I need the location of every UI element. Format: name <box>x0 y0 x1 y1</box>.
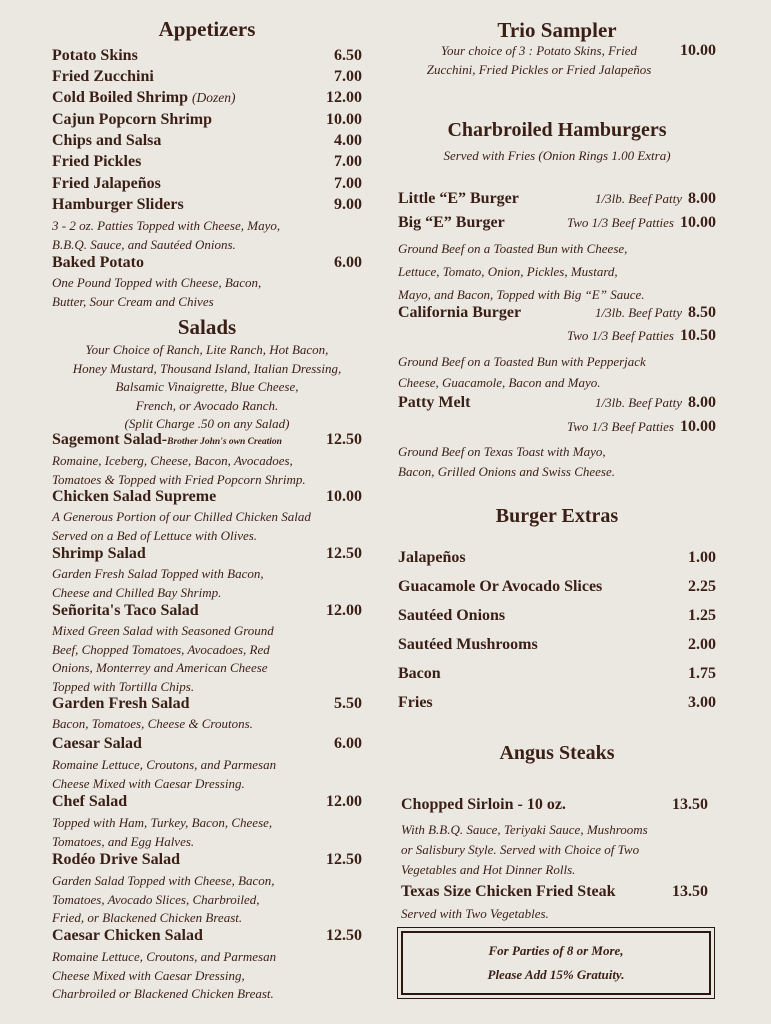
menu-item: Shrimp Salad 12.50 <box>52 545 362 562</box>
burgers-subtitle: Served with Fries (Onion Rings 1.00 Extra) <box>443 148 671 163</box>
item-description: Ground Beef on a Toasted Bun with Pepperjack Cheese, Guacamole, Bacon and Mayo. <box>398 354 646 390</box>
menu-item: Chips and Salsa 4.00 <box>52 132 362 149</box>
menu-item: Baked Potato 6.00 <box>52 254 362 271</box>
menu-item: Chef Salad 12.00 <box>52 793 362 810</box>
item-description: Garden Salad Topped with Cheese, Bacon, Tomatoes, Avocado Slices, Charbroiled, Fried, or Blackened Chicken Breast. <box>52 873 275 925</box>
menu-item: Hamburger Sliders 9.00 <box>52 196 362 213</box>
item-description: Your choice of 3 : Potato Skins, Fried Zucchini, Fried Pickles or Fried Jalapeños <box>426 43 652 77</box>
item-description: 3 - 2 oz. Patties Topped with Cheese, Mayo, B.B.Q. Sauce, and Sautéed Onions. <box>52 218 281 252</box>
menu-item: Cold Boiled Shrimp (Dozen) 12.00 <box>52 89 362 106</box>
menu-item: Caesar Chicken Salad 12.50 <box>52 927 362 944</box>
menu-item: Fries 3.00 <box>398 694 716 711</box>
menu-item: Fried Zucchini 7.00 <box>52 68 362 85</box>
menu-item: Señorita's Taco Salad 12.00 <box>52 602 362 619</box>
item-description: Romaine Lettuce, Croutons, and Parmesan Cheese Mixed with Caesar Dressing, Charbroiled or Blackened Chicken Breast. <box>52 949 277 1001</box>
menu-item: Little “E” Burger 1/3lb. Beef Patty 8.00 <box>398 190 716 207</box>
item-description: Garden Fresh Salad Topped with Bacon, Cheese and Chilled Bay Shrimp. <box>52 566 264 600</box>
item-description: Topped with Ham, Turkey, Bacon, Cheese, Tomatoes, and Egg Halves. <box>52 815 273 849</box>
menu-item: Jalapeños 1.00 <box>398 549 716 566</box>
menu-item: Fried Pickles 7.00 <box>52 153 362 170</box>
menu-item: Chicken Salad Supreme 10.00 <box>52 488 362 505</box>
menu-item: Potato Skins 6.50 <box>52 47 362 64</box>
menu-item: California Burger 1/3lb. Beef Patty 8.50 <box>398 304 716 321</box>
trio-heading: Trio Sampler <box>497 18 617 42</box>
menu-item: Caesar Salad 6.00 <box>52 735 362 752</box>
item-description: One Pound Topped with Cheese, Bacon, Butter, Sour Cream and Chives <box>52 275 262 309</box>
item-description: Romaine, Iceberg, Cheese, Bacon, Avocadoes, Tomatoes & Topped with Fried Popcorn Shrimp. <box>52 453 306 487</box>
item-description: Bacon, Tomatoes, Cheese & Croutons. <box>52 716 253 731</box>
item-description: Mixed Green Salad with Seasoned Ground Beef, Chopped Tomatoes, Avocadoes, Red Onions, Monterrey and American Cheese Topped with Tortilla Chips. <box>52 623 274 694</box>
item-description: Ground Beef on a Toasted Bun with Cheese, Lettuce, Tomato, Onion, Pickles, Mustard, Mayo, and Bacon, Topped with Big “E” Sauce. <box>398 241 645 302</box>
menu-item: Bacon 1.75 <box>398 665 716 682</box>
gratuity-notice: For Parties of 8 or More, Please Add 15% Gratuity. <box>401 931 711 995</box>
item-description: Ground Beef on Texas Toast with Mayo, Bacon, Grilled Onions and Swiss Cheese. <box>398 444 616 479</box>
menu-item: Cajun Popcorn Shrimp 10.00 <box>52 111 362 128</box>
menu-item: Two 1/3 Beef Patties 10.50 <box>567 327 716 344</box>
trio-sampler: Your choice of 3 : Potato Skins, Fried Zucchini, Fried Pickles or Fried Jalapeños 10.00 <box>398 42 716 79</box>
menu-item: Fried Jalapeños 7.00 <box>52 175 362 192</box>
menu-item: Texas Size Chicken Fried Steak 13.50 <box>401 883 708 900</box>
menu-item: Sautéed Mushrooms 2.00 <box>398 636 716 653</box>
burgers-heading: Charbroiled Hamburgers <box>447 119 667 141</box>
item-description: Served with Two Vegetables. <box>401 906 549 921</box>
menu-item: Big “E” Burger Two 1/3 Beef Patties 10.00 <box>398 214 716 231</box>
menu-item: Chopped Sirloin - 10 oz. 13.50 <box>401 796 708 813</box>
item-description: Romaine Lettuce, Croutons, and Parmesan Cheese Mixed with Caesar Dressing. <box>52 757 277 791</box>
item-description: With B.B.Q. Sauce, Teriyaki Sauce, Mushrooms or Salisbury Style. Served with Choice of Two Vegetables and Hot Dinner Rolls. <box>401 822 648 877</box>
menu-item: Two 1/3 Beef Patties 10.00 <box>567 418 716 435</box>
menu-item: Rodéo Drive Salad 12.50 <box>52 851 362 868</box>
salads-heading: Salads <box>177 315 237 339</box>
menu-item: Patty Melt 1/3lb. Beef Patty 8.00 <box>398 394 716 411</box>
item-description: A Generous Portion of our Chilled Chicken Salad Served on a Bed of Lettuce with Olives. <box>52 509 311 543</box>
extras-heading: Burger Extras <box>495 505 619 527</box>
menu-item: Garden Fresh Salad 5.50 <box>52 695 362 712</box>
appetizers-heading: Appetizers <box>158 17 256 41</box>
menu-item: Sautéed Onions 1.25 <box>398 607 716 624</box>
menu-item: Sagemont Salad-Brother John's own Creation 12.50 <box>52 431 362 448</box>
steaks-heading: Angus Steaks <box>499 742 615 764</box>
menu-item: Guacamole Or Avocado Slices 2.25 <box>398 578 716 595</box>
dressing-options: Your Choice of Ranch, Lite Ranch, Hot Bacon, Honey Mustard, Thousand Island, Italian Dressing, Balsamic Vinaigrette, Blue Cheese, French, or Avocado Ranch. (Split Charge .50 on any Salad) <box>72 342 342 431</box>
